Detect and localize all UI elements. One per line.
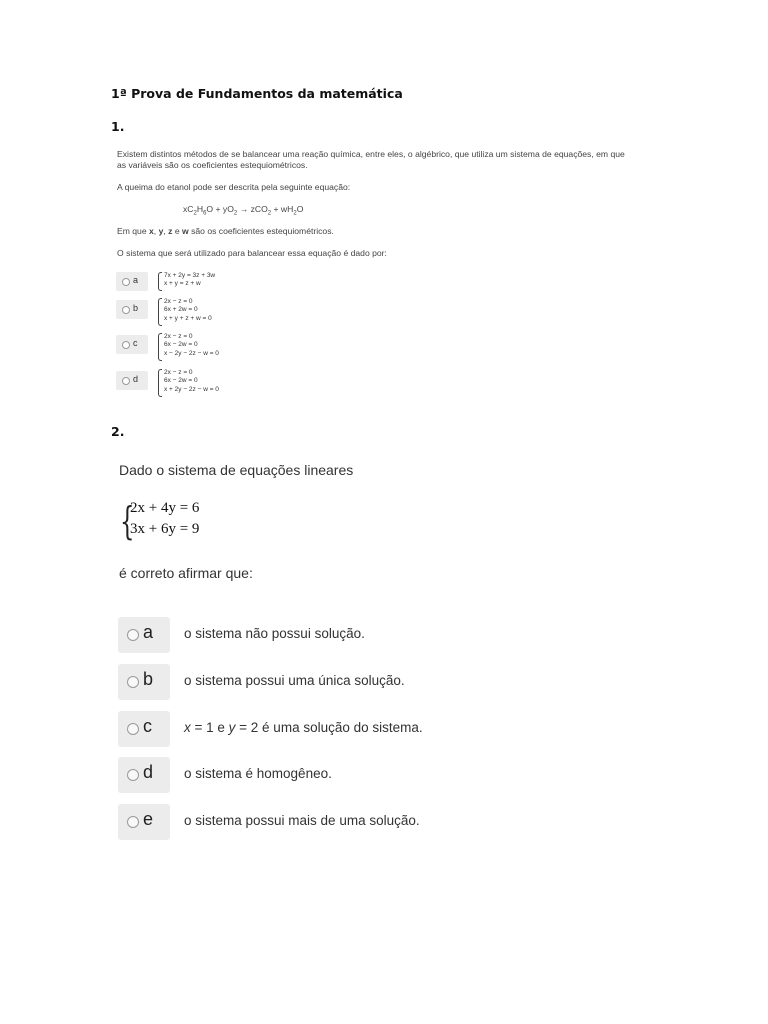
q1-option-d[interactable] [116, 371, 148, 390]
brace-icon [158, 369, 162, 397]
equation: 2x − z = 0 [164, 333, 193, 340]
q2-option-b[interactable] [118, 664, 170, 700]
question-2-number: 2. [111, 424, 125, 439]
option-letter: a [133, 275, 139, 285]
q1-variables-text: Em que x, y, z e w são os coeficientes estequiométricos. [117, 226, 334, 236]
radio-icon[interactable] [122, 278, 130, 286]
equation: 6x − 2w = 0 [164, 341, 198, 349]
document-title: 1ª Prova de Fundamentos da matemática [111, 86, 403, 101]
q2-option-d-text: o sistema é homogêneo. [184, 766, 332, 781]
radio-icon[interactable] [122, 377, 130, 385]
option-letter: e [143, 809, 154, 829]
q1-intro-line-2: as variáveis são os coeficientes estequiométricos. [117, 160, 308, 170]
radio-icon[interactable] [127, 723, 139, 735]
brace-icon: { [120, 499, 135, 543]
equation: x + y = z + w [164, 280, 201, 288]
q2-prompt: é correto afirmar que: [119, 565, 253, 581]
q1-intro-line-1: Existem distintos métodos de se balancear uma reação química, entre eles, o algébrico, que utiliza um sistema de equações, em que [117, 149, 625, 159]
equation: 6x − 2w = 0 [164, 377, 198, 385]
equation: x − 2y − 2z − w = 0 [164, 349, 219, 357]
equation: 6x + 2w = 0 [164, 306, 198, 314]
brace-icon [158, 272, 162, 291]
q1-combustion-text: A queima do etanol pode ser descrita pela seguinte equação: [117, 182, 351, 192]
q2-option-e[interactable] [118, 804, 170, 840]
radio-icon[interactable] [127, 676, 139, 688]
option-letter: b [133, 303, 139, 313]
brace-icon [158, 298, 162, 326]
q2-linear-system [120, 500, 220, 544]
radio-icon[interactable] [127, 769, 139, 781]
q2-option-c-text: x = 1 e y = 2 é uma solução do sistema. [184, 720, 423, 735]
q2-option-b-text: o sistema possui uma única solução. [184, 673, 405, 688]
option-letter: b [143, 669, 154, 689]
option-letter: d [143, 762, 154, 782]
q2-option-d[interactable] [118, 757, 170, 793]
q2-option-a-text: o sistema não possui solução. [184, 626, 365, 641]
q2-option-a[interactable] [118, 617, 170, 653]
question-1-number: 1. [111, 119, 125, 134]
q2-option-c[interactable] [118, 711, 170, 747]
q1-option-a[interactable] [116, 272, 148, 291]
equation: 2x − z = 0 [164, 369, 193, 376]
brace-icon [158, 333, 162, 361]
q2-intro: Dado o sistema de equações lineares [119, 462, 354, 478]
option-letter: c [133, 338, 138, 348]
equation: x + y + z + w = 0 [164, 314, 212, 322]
q2-option-e-text: o sistema possui mais de uma solução. [184, 813, 420, 828]
q1-option-b[interactable] [116, 300, 148, 319]
equation-1: 2x + 4y = 6 [130, 500, 200, 516]
radio-icon[interactable] [127, 629, 139, 641]
option-letter: c [143, 716, 152, 736]
radio-icon[interactable] [127, 816, 139, 828]
q1-option-c[interactable] [116, 335, 148, 354]
equation-2: 3x + 6y = 9 [130, 521, 200, 537]
radio-icon[interactable] [122, 341, 130, 349]
equation: 7x + 2y = 3z + 3w [164, 272, 216, 279]
equation: x + 2y − 2z − w = 0 [164, 385, 219, 393]
option-letter: d [133, 374, 139, 384]
option-letter: a [143, 622, 154, 642]
q1-system-text: O sistema que será utilizado para balancear essa equação é dado por: [117, 248, 387, 258]
radio-icon[interactable] [122, 306, 130, 314]
equation: 2x − z = 0 [164, 298, 193, 305]
ethanol-combustion-equation: $xC_2H_6O + yO_2 \to zCO_2 + wH_2O$ [183, 204, 304, 217]
